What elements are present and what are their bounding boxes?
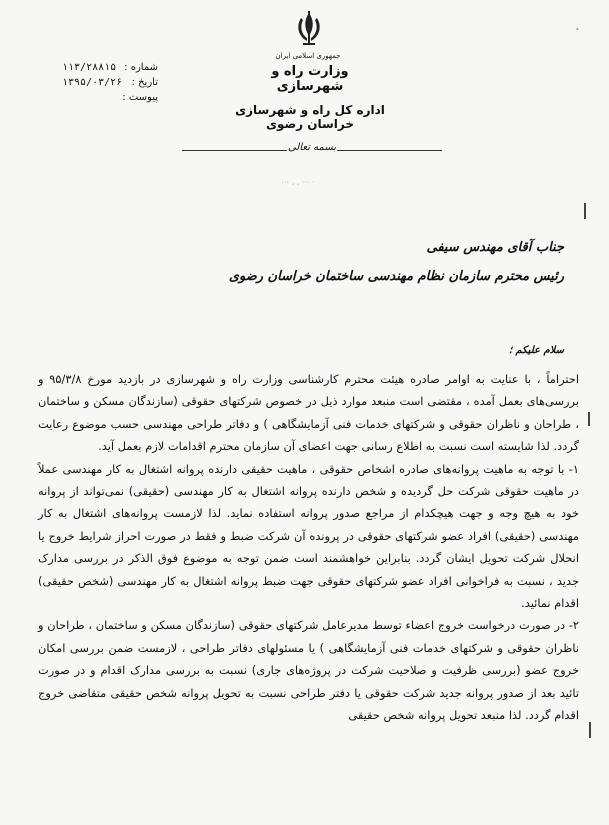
recipient-title: رئیس محترم سازمان نظام مهندسی ساختمان خراسان رضوی (228, 269, 564, 284)
iran-emblem-icon (292, 10, 326, 50)
attachment-row (62, 92, 158, 107)
faded-line: ··· ، ، ··· · (281, 178, 315, 187)
date-row (62, 77, 158, 92)
margin-mark (584, 203, 586, 219)
paragraph-intro: احتراماً ، با عنایت به اوامر صادره هیئت محترم کارشناسی وزارت راه و شهرسازی در بازدید مورخ ۹۵/۳/۸ و بررسی‌های بعمل آمده ، مقتضی است منبعد موارد ذیل در خصوص شرکتهای حقوقی (سازندگان مسکن و ساختمان ، طراحان و ناظران حقوقی و شرکتهای خدمات فنی آزمایشگاهی ) و دفاتر طراحی مهندسی حسب موضوع رعایت گردد. لذا شایسته است نسبت به اطلاع رسانی جهت اعضای آن سازمان محترم اقدامات لازم بعمل آید. (38, 372, 580, 454)
number-label: شماره : (124, 62, 158, 73)
divider (337, 150, 442, 151)
country-name: جمهوری اسلامی ایران (275, 52, 341, 60)
office-name: اداره کل راه و شهرسازی خراسان رضوی (235, 103, 385, 131)
greeting: سلام علیکم ؛ (508, 345, 564, 356)
number-value: ۱۱۳/۲۸۸۱۵ (62, 62, 117, 73)
paragraph-item-1: ۱- با توجه به ماهیت پروانه‌های صادره اشخاص حقوقی ، ماهیت حقیقی دارنده پروانه اشتغال به کار مهندسی عملاً در ماهیت حقوقی شرکت حل گردیده و شخص دارنده پروانه اشتغال به کار مهندسی (حقیقی) نمی‌تواند از پروانه خود به هیچ وجه و جهت هیچکدام از مراجع صدور پروانه استفاده نماید. لذا لازمست پروانه‌های اشتغال به کار مهندسی (حقیقی) افراد عضو شرکتهای حقوقی در پرونده آن شرکت ضبط و فقط در صورت احراز شرایط خروج یا انحلال شرکت تحویل ایشان گردد. بنابراین خواهشمند است ضمن توجه به موضوع فوق الذکر در بررسی مدارک جدید ، نسبت به فراخوانی افراد عضو شرکتهای حقوقی جهت ضبط پروانه اشتغال به کار مهندسی (شخص حقیقی) اقدام نمائید. (38, 461, 579, 611)
letter-metadata (62, 62, 158, 107)
letter-body (38, 368, 579, 727)
margin-mark (589, 722, 591, 738)
number-row (62, 62, 158, 77)
paragraph-item-2: ۲- در صورت درخواست خروج اعضاء توسط مدیرعامل شرکتهای حقوقی (سازندگان مسکن و ساختمان ، طراحان و ناظران حقوقی و شرکتهای خدمات فنی آزمایشگاهی ) یا مسئولهای دفاتر طراحی ، لازمست ضمن بررسی امکان خروج عضو (بررسی ظرفیت و صلاحیت شرکت در پروژه‌های جاری) نسبت به بررسی مدارک اقدام و در صورت تائید بعد از صدور پروانه جدید شرکت حقوقی یا دفتر طراحی نسبت به تحویل پروانه شخص حقیقی متقاضی خروج اقدام گردد. لذا منبعد تحویل پروانه شخص حقیقی (38, 618, 579, 723)
attachment-label: پیوست : (122, 92, 158, 103)
bismillah-header (182, 140, 442, 160)
margin-mark (588, 412, 590, 426)
ministry-name: وزارت راه و شهرسازی (271, 64, 349, 94)
divider (182, 150, 287, 151)
corner-mark: ꞏ (575, 23, 579, 36)
date-value: ۱۳۹۵/۰۳/۲۶ (62, 77, 123, 88)
recipient-name: جناب آقای مهندس سیفی (426, 240, 564, 255)
date-label: تاریخ : (131, 77, 158, 88)
bismillah-text: بسمه تعالی (287, 142, 337, 153)
